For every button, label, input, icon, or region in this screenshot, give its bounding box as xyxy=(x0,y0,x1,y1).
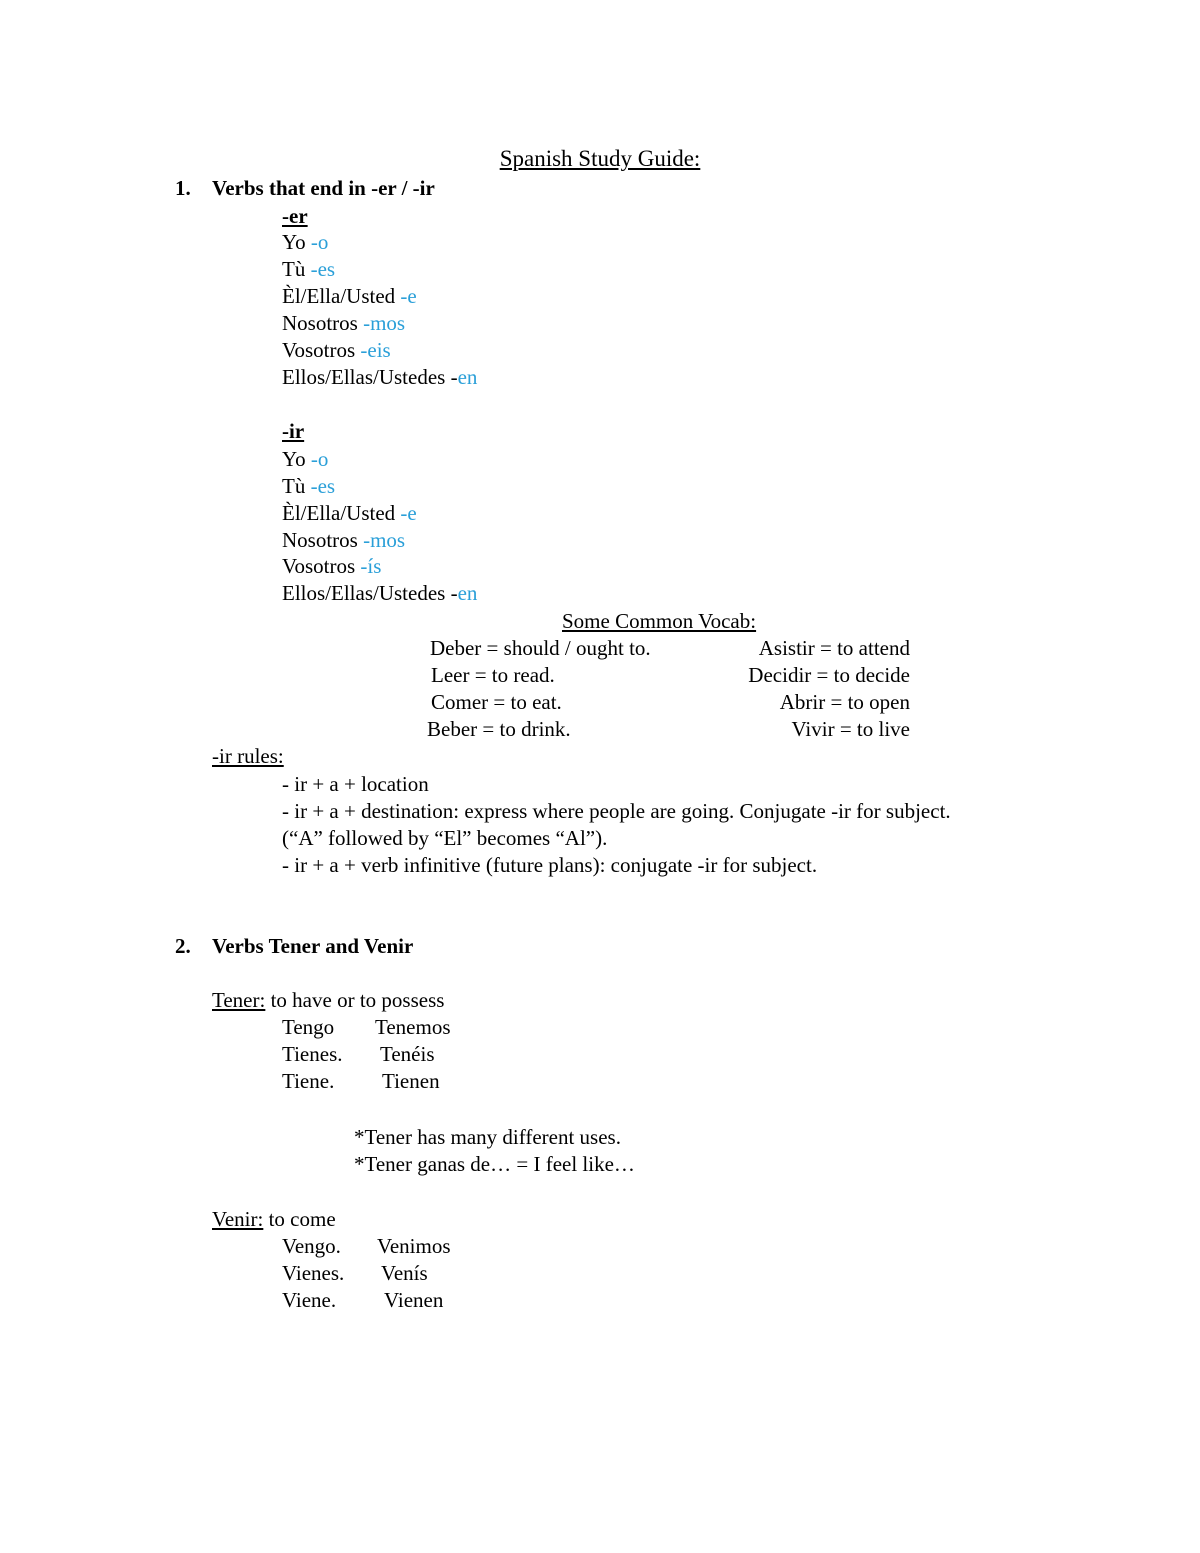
tener-form: Tenéis xyxy=(380,1042,435,1066)
vocab-item: Asistir = to attend xyxy=(758,636,910,660)
ir-row: Èl/Ella/Usted -e xyxy=(282,501,417,525)
section-2-number: 2. xyxy=(175,934,191,958)
venir-form: Venimos xyxy=(377,1234,451,1258)
er-heading: -er xyxy=(282,204,308,228)
ir-rule-line: - ir + a + verb infinitive (future plans): conjugate -ir for subject. xyxy=(282,853,818,877)
ir-rules-heading: -ir rules: xyxy=(212,744,284,768)
er-row: Èl/Ella/Usted -e xyxy=(282,284,417,308)
vocab-item: Beber = to drink. xyxy=(427,717,571,741)
ir-heading: -ir xyxy=(282,419,305,443)
tener-form: Tengo xyxy=(282,1015,335,1039)
tener-form: Tienes. xyxy=(282,1042,343,1066)
venir-form: Vengo. xyxy=(282,1234,341,1258)
ir-row: Tù -es xyxy=(282,474,336,498)
vocab-item: Leer = to read. xyxy=(431,663,555,687)
ir-row: Nosotros -mos xyxy=(282,528,406,552)
ir-rule-line: - ir + a + location xyxy=(282,772,429,796)
tener-form: Tenemos xyxy=(375,1015,451,1039)
er-row: Tù -es xyxy=(282,257,336,281)
tener-note: *Tener ganas de… = I feel like… xyxy=(354,1152,635,1176)
vocab-item: Deber = should / ought to. xyxy=(430,636,651,660)
vocab-item: Decidir = to decide xyxy=(748,663,910,687)
ir-rule-line: (“A” followed by “El” becomes “Al”). xyxy=(282,826,608,850)
section-1-number: 1. xyxy=(175,176,191,200)
venir-form: Viene. xyxy=(282,1288,337,1312)
page-title: Spanish Study Guide: xyxy=(499,146,701,171)
vocab-item: Comer = to eat. xyxy=(431,690,562,714)
er-row: Yo -o xyxy=(282,230,329,254)
section-1-heading: Verbs that end in -er / -ir xyxy=(212,176,435,200)
ir-row: Vosotros -ís xyxy=(282,554,382,578)
er-row: Nosotros -mos xyxy=(282,311,406,335)
section-2-heading: Verbs Tener and Venir xyxy=(212,934,414,958)
tener-definition: Tener: to have or to possess xyxy=(212,988,445,1012)
venir-form: Venís xyxy=(381,1261,428,1285)
ir-row: Yo -o xyxy=(282,447,329,471)
tener-form: Tiene. xyxy=(282,1069,335,1093)
er-row: Ellos/Ellas/Ustedes -en xyxy=(282,365,478,389)
venir-definition: Venir: to come xyxy=(212,1207,336,1231)
vocab-heading: Some Common Vocab: xyxy=(562,609,757,633)
ir-row: Ellos/Ellas/Ustedes -en xyxy=(282,581,478,605)
vocab-item: Abrir = to open xyxy=(779,690,910,714)
venir-form: Vienes. xyxy=(282,1261,345,1285)
tener-note: *Tener has many different uses. xyxy=(354,1125,621,1149)
vocab-item: Vivir = to live xyxy=(791,717,910,741)
venir-form: Vienen xyxy=(384,1288,444,1312)
tener-form: Tienen xyxy=(382,1069,440,1093)
er-row: Vosotros -eis xyxy=(282,338,391,362)
ir-rule-line: - ir + a + destination: express where people are going. Conjugate -ir for subject. xyxy=(282,799,951,823)
